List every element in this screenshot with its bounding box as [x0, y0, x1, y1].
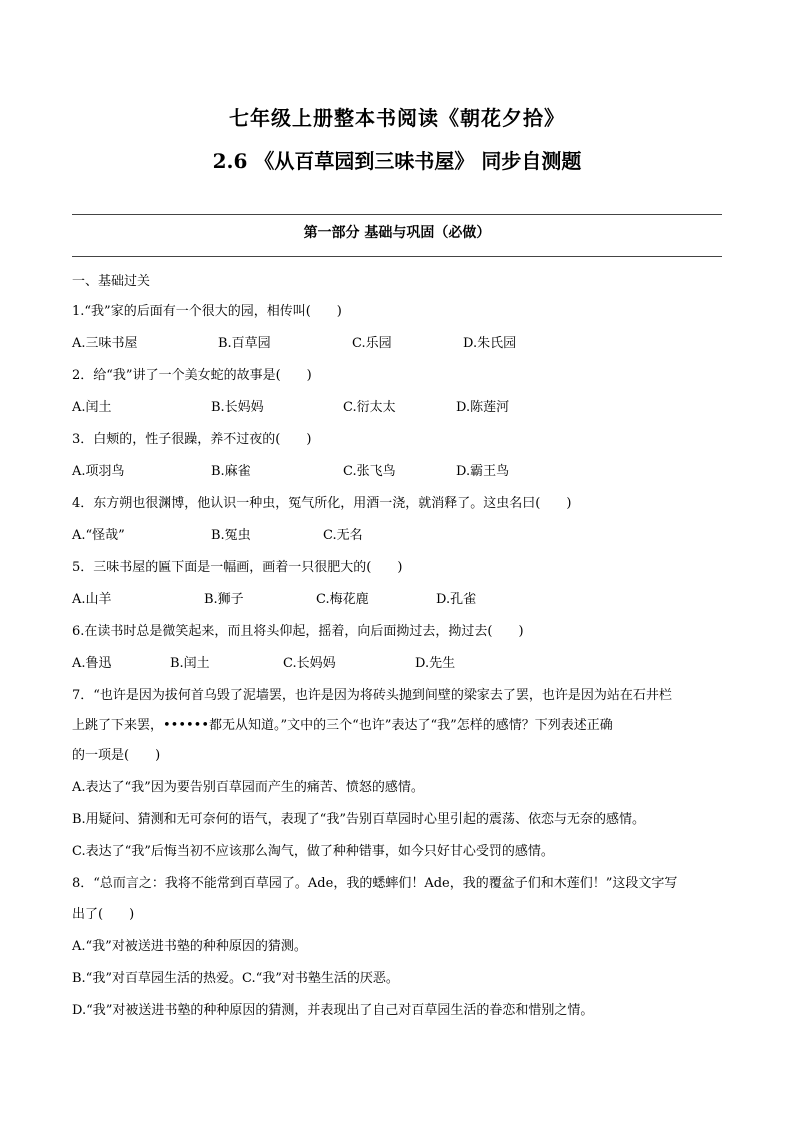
question-7-stem-line-2: 上跳了下来罢，••••••都无从知道。”文中的三个“也许”表达了“我”怎样的感情？下列表述正确	[72, 718, 613, 733]
section-title: 第一部分 基础与巩固（必做）	[303, 225, 491, 241]
question-8-option-a: A.“我”对被送进书塾的种种原因的猜测。	[72, 939, 307, 954]
question-6-stem: 6.在读书时总是微笑起来，而且将头仰起，摇着，向后面拗过去，拗过去( )	[72, 624, 524, 639]
question-5-option-a: A.山羊	[72, 592, 112, 607]
question-3-option-b: B.麻雀	[211, 464, 251, 479]
question-8-stem-line-2: 出了( )	[72, 907, 135, 922]
question-3-stem: 3．白颊的，性子很躁，养不过夜的( )	[72, 432, 312, 447]
question-8-option-b: B.“我”对百草园生活的热爱。C.“我”对书塾生活的厌恶。	[72, 971, 399, 986]
question-1-option-c: C.乐园	[352, 336, 392, 351]
document-subtitle: 2.6 《从百草园到三味书屋》 同步自测题	[212, 149, 582, 173]
question-7-option-c: C.表达了“我”后悔当初不应该那么淘气，做了种种错事，如今只好甘心受罚的感情。	[72, 844, 554, 859]
question-3-option-c: C.张飞鸟	[343, 464, 396, 479]
document-title: 七年级上册整本书阅读《朝花夕拾》	[229, 106, 565, 130]
question-3-option-d: D.霸王鸟	[456, 464, 510, 479]
question-2-option-d: D.陈莲河	[456, 400, 510, 415]
question-7-option-b: B.用疑问、猜测和无可奈何的语气，表现了“我”告别百草园时心里引起的震荡、依恋与无奈的感情。	[72, 812, 645, 827]
question-1-stem: 1.“我”家的后面有一个很大的园，相传叫( )	[72, 304, 342, 319]
question-4-option-a: A.“怪哉”	[72, 528, 125, 543]
question-2-option-a: A.闰土	[72, 400, 112, 415]
question-1-option-a: A.三味书屋	[72, 336, 138, 351]
question-6-option-d: D.先生	[415, 656, 456, 671]
question-2-option-b: B.长妈妈	[211, 400, 264, 415]
question-1-option-d: D.朱氏园	[463, 336, 517, 351]
question-6-option-c: C.长妈妈	[283, 656, 336, 671]
question-8-option-d: D.“我”对被送进书塾的种种原因的猜测，并表现出了自己对百草园生活的眷恋和惜别之情。	[72, 1003, 594, 1018]
question-5-option-d: D.孔雀	[436, 592, 477, 607]
question-6-option-b: B.闰土	[170, 656, 210, 671]
section-bottom-rule	[72, 256, 722, 257]
question-2-option-c: C.衍太太	[343, 400, 396, 415]
section-top-rule	[72, 214, 722, 215]
question-8-stem-line-1: 8．“总而言之：我将不能常到百草园了。Ade，我的蟋蟀们！Ade，我的覆盆子们和木莲们！”这段文字写	[72, 876, 678, 891]
question-5-option-c: C.梅花鹿	[316, 592, 369, 607]
question-4-option-b: B.冤虫	[211, 528, 251, 543]
part-heading: 一、基础过关	[72, 274, 151, 289]
question-7-stem-line-3: 的一项是( )	[72, 748, 161, 763]
question-4-option-c: C.无名	[323, 528, 363, 543]
question-5-option-b: B.狮子	[204, 592, 244, 607]
question-3-option-a: A.项羽鸟	[72, 464, 125, 479]
question-6-option-a: A.鲁迅	[72, 656, 112, 671]
question-7-stem-line-1: 7．“也许是因为拔何首乌毁了泥墙罢，也许是因为将砖头抛到间壁的梁家去了罢，也许是因为站在石井栏	[72, 688, 672, 703]
question-5-stem: 5．三味书屋的匾下面是一幅画，画着一只很肥大的( )	[72, 560, 403, 575]
question-2-stem: 2．给“我”讲了一个美女蛇的故事是( )	[72, 368, 312, 383]
question-4-stem: 4．东方朔也很渊博，他认识一种虫，冤气所化，用酒一浇，就消释了。这虫名曰( )	[72, 496, 572, 511]
question-7-option-a: A.表达了“我”因为要告别百草园而产生的痛苦、愤怒的感情。	[72, 780, 424, 795]
question-1-option-b: B.百草园	[218, 336, 271, 351]
